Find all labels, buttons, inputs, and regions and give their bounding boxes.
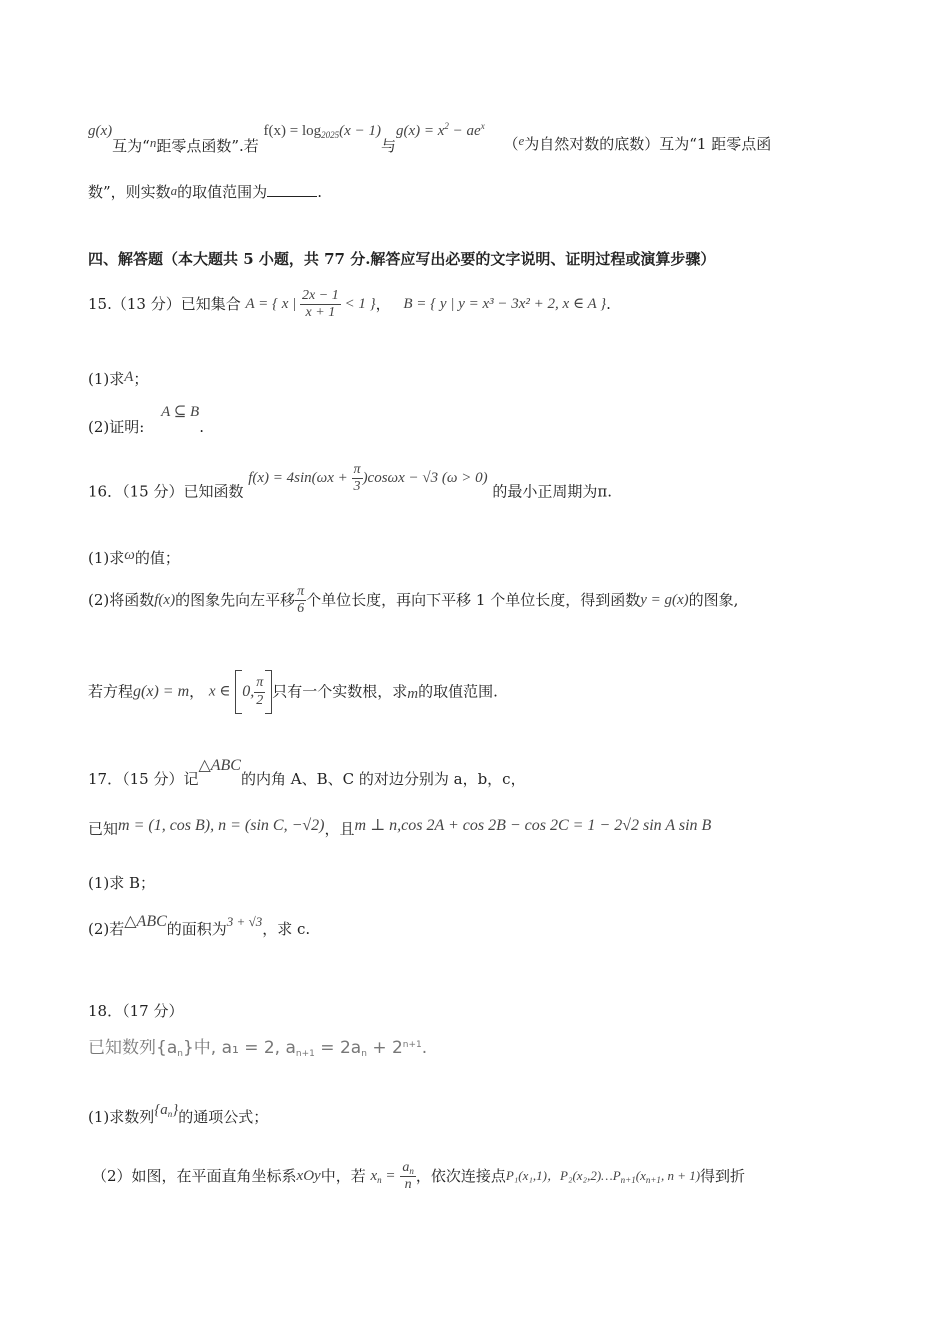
q18-part2: （2）如图，在平面直角坐标系xOy中，若 $x_n$ = $\frac{a_n}{n}$ ，依次连接点P₁(x₁,1)，$P_2(x_2,2)\dots P_{n+1}(x_{n+1}$, n + 1)得到折 [92,1160,746,1193]
q18-stem: 18．（17 分） [88,1002,184,1020]
f-def: f(x) = 4sin(ωx + $\frac{\pi}{3}$ )cosωx − √3 (ω > 0) [248,462,488,495]
cos-equation: ,cos 2A + cos 2B − cos 2C = 1 − 2√2 sin A sin B [397,817,712,834]
g-def: $g(x) = x^2 - ae^x$ [395,121,485,139]
set-A: A [124,369,134,385]
text: . [606,295,611,314]
a-var: a [170,183,178,198]
vectors-def: m = (1, cos B), n = (sin C, −√2) [118,817,325,834]
omega-var: ω [124,547,135,563]
xOy: xOy [296,1168,321,1185]
e-var: e [518,133,525,148]
q17-given: 已知m = (1, cos B), n = (sin C, −√2)，且m ⊥ n,cos 2A + cos 2B − cos 2C = 1 − 2√2 sin A sin B [88,817,712,838]
section-heading: 四、解答题（本大题共 5 小题，共 77 分.解答应写出必要的文字说明、证明过程或演算步骤） [88,250,716,268]
area-value: 3 + √3 [226,914,263,929]
text: 的取值范围为 [177,183,268,201]
points-list: P₁(x₁,1)，$P_2(x_2,2)\dots P_{n+1}(x_{n+1}$, n + 1) [505,1167,701,1185]
q15-part2: (2)证明: A ⊆ B. [88,404,204,436]
q15-stem [88,288,611,321]
q17-part2: (2)若△ABC的面积为3 + √3，求 c. [88,913,311,938]
triangle-ABC: △ABC [124,913,167,930]
q15-part1: (1)求A； [88,369,149,388]
problem14-line1 [88,122,771,154]
q18-sequence-def: 已知数列$\{a_n\}$中, a₁ = 2, $a_{n+1} = 2a_n + 2^{n+1}$. [88,1038,428,1059]
x-in: x ∈ [208,683,231,700]
triangle-ABC: △ABC [198,757,241,774]
equation: g(x) = m [133,683,190,700]
n-var: n [149,135,157,150]
m-var: m [407,686,419,702]
text: . [317,183,322,201]
text: 距零点函数”.若 [156,137,259,155]
g-def: y = g(x) [640,592,689,609]
set-B-def: B = { y | y = x³ − 3x² + 2, x ∈ A } [403,296,607,313]
subset-expr: A ⊆ B [161,404,200,420]
answer-blank [267,184,317,197]
q16-part1: (1)求ω的值； [88,547,180,567]
text: ， [375,295,391,314]
q17-stem: 17．（15 分）记△ABC的内角 A、B、C 的对边分别为 a，b，c， [88,757,526,788]
text: 的最小正周期为π. [492,482,613,501]
perp-expr: m ⊥ n [354,817,398,834]
q16-stem [88,462,612,500]
f-x: f(x) [154,592,176,609]
text: 数”，则实数 [88,183,171,201]
g-x-expr: g(x) [88,123,113,139]
sequence-an: $\{a_n\}$ [154,1102,179,1119]
an-over-n: $\frac{a_n}{n}$ [402,1160,414,1193]
q17-part1: (1)求 B； [88,874,156,892]
problem14-line2 [88,184,322,200]
text: 为自然对数的底数）互为“1 距零点函 [524,135,772,153]
q16-part2: (2)将函数f(x)的图象先向左平移 $\frac{\pi}{6}$ 个单位长度，再向下平移 1 个单位长度，得到函数y = g(x)的图象, [88,584,739,617]
pi-over-6: $\frac{\pi}{6}$ [297,584,305,617]
text: （ [503,135,519,153]
question-number: 15.（13 分）已知集合 [88,295,241,314]
q18-part1: (1)求数列$\{a_n\}$的通项公式； [88,1102,269,1126]
question-number: 16．（15 分）已知函数 [88,482,244,501]
set-A-def: A = { x | $\frac{2x - 1}{x + 1}$ < 1 } [245,288,376,321]
text: 互为“ [112,137,150,155]
xn-def: $x_n$ = [370,1167,396,1185]
q16-part2-cont: 若方程g(x) = m， x ∈ 0, $\frac{\pi}{2}$ 只有一个实数根，求m的取值范围. [88,670,498,714]
f-def: $f(x) = \log_{2025}(x - 1)$ [263,123,381,140]
text: 与 [380,137,396,155]
